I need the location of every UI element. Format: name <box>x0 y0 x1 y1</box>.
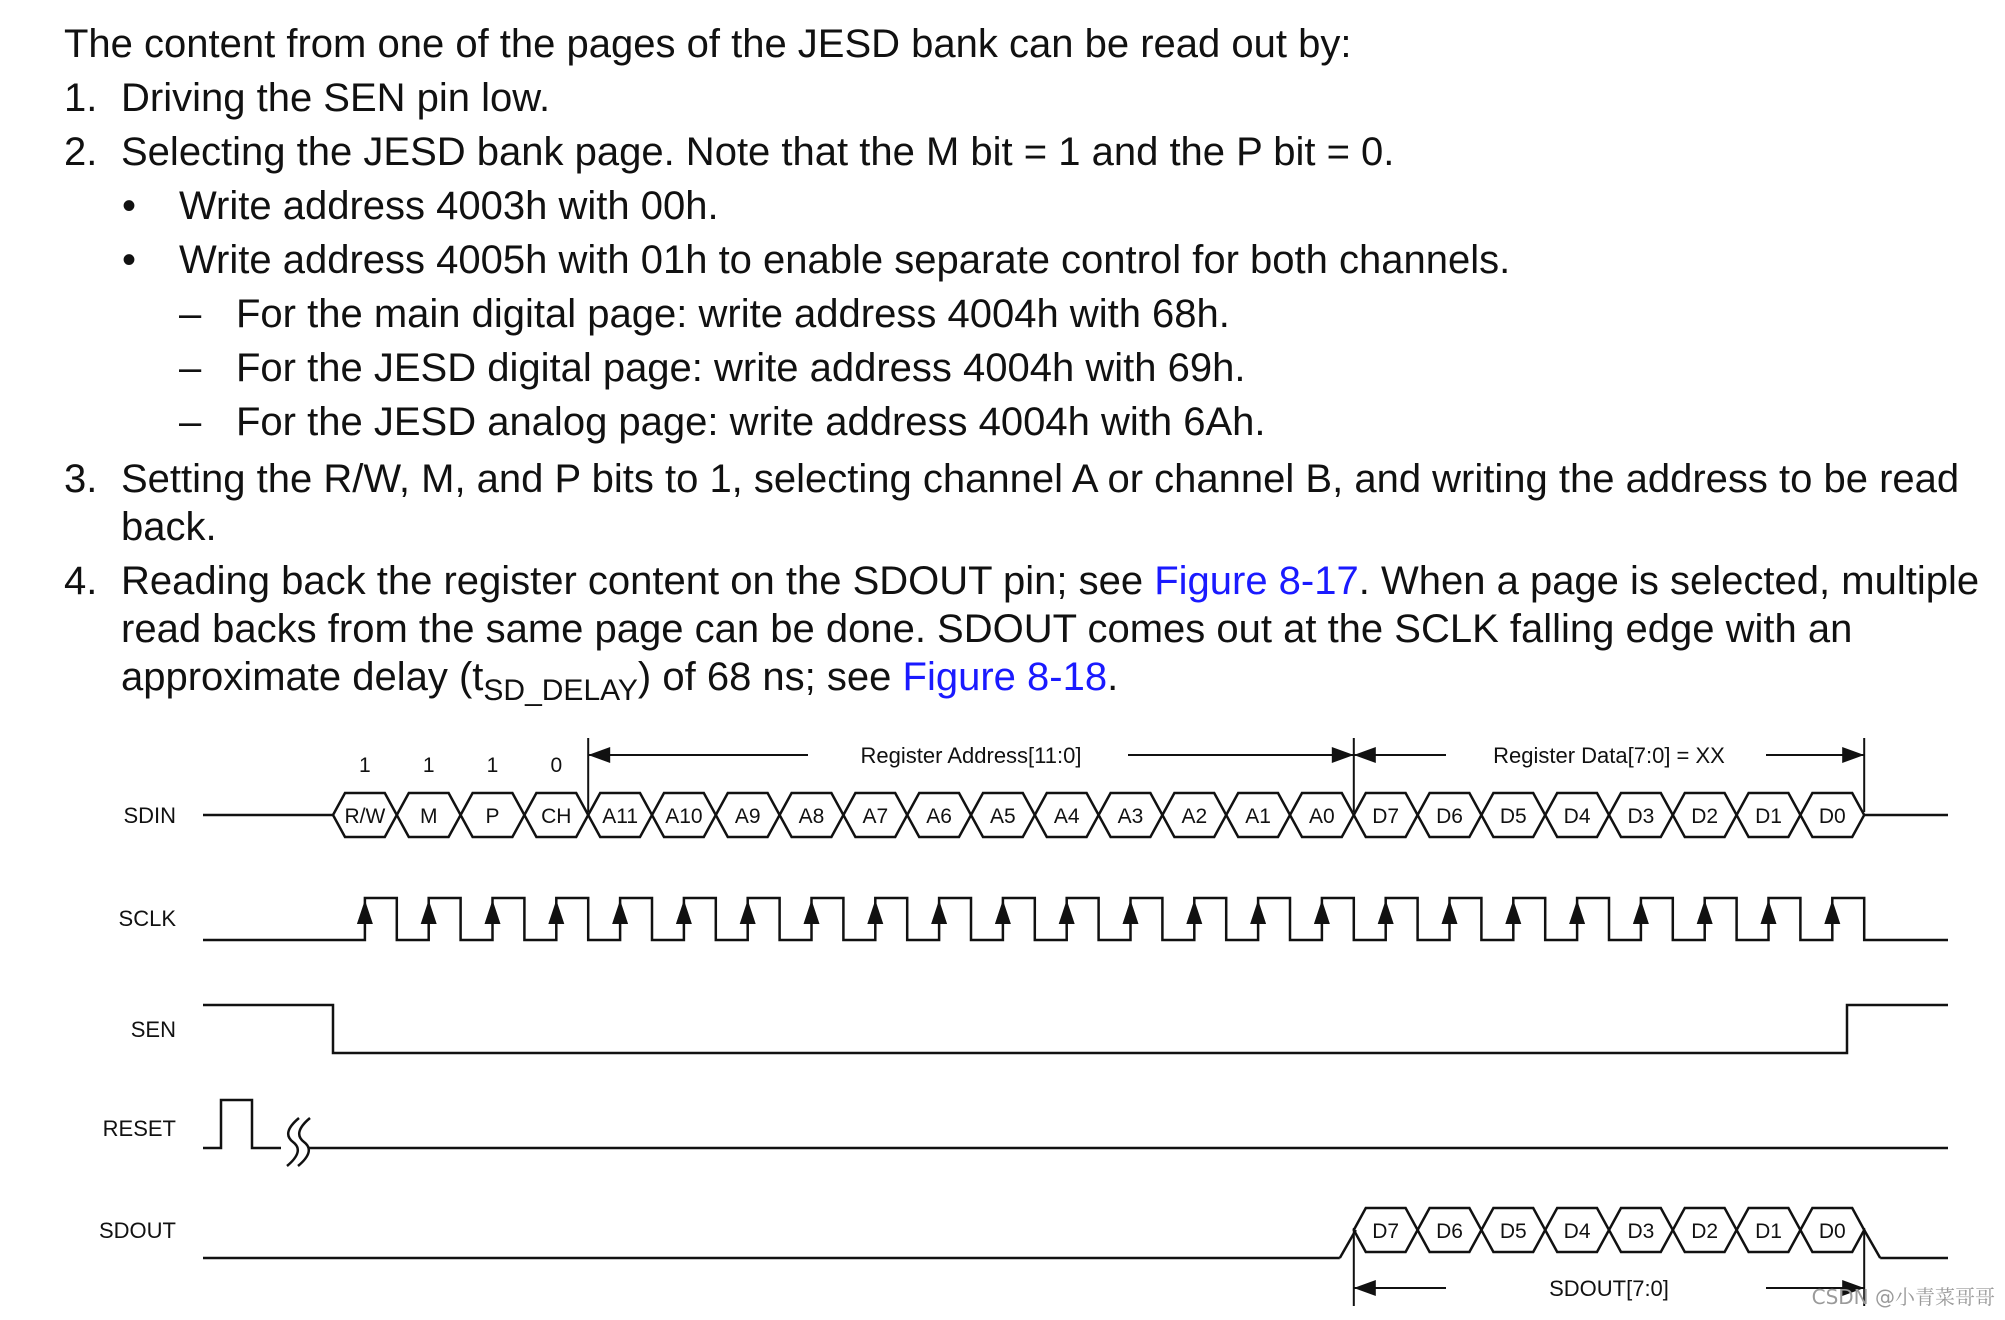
sub-item-2-marker: – <box>179 346 202 390</box>
sub-item-1-text: For the main digital page: write address 4004h with 68h. <box>236 292 1230 336</box>
signal-label-reset: RESET <box>102 1116 176 1141</box>
reset-pulse <box>203 1100 281 1148</box>
sdin-bit-label: A4 <box>1053 805 1080 828</box>
signal-label-sclk: SCLK <box>118 906 176 931</box>
sdout-bit-label: D0 <box>1818 1220 1846 1243</box>
sclk-rising-edge-arrow <box>548 900 564 924</box>
bullet-2-marker: • <box>122 238 137 282</box>
sdout-bit-label: D3 <box>1627 1220 1655 1243</box>
sdin-bit-label: M <box>419 805 438 828</box>
sdin-bit-label: D7 <box>1372 805 1400 828</box>
sclk-rising-edge-arrow <box>485 900 501 924</box>
step-2-number: 2. <box>64 130 98 174</box>
sdin-bit-label: A11 <box>602 805 639 828</box>
sclk-rising-edge-arrow <box>1633 900 1649 924</box>
sclk-rising-edge-arrow <box>1442 900 1458 924</box>
control-bit-value: 1 <box>359 754 371 777</box>
sdout-bus-label: SDOUT[7:0] <box>1549 1276 1669 1301</box>
sdin-bit-label: D4 <box>1563 805 1591 828</box>
sdout-transition-end <box>1864 1230 1880 1258</box>
sdin-bit-label: R/W <box>344 805 386 828</box>
signal-label-sen: SEN <box>130 1017 176 1042</box>
sclk-waveform <box>203 898 1948 940</box>
intro-text: The content from one of the pages of the JESD bank can be read out by: <box>64 22 1352 66</box>
sdout-bit-label: D7 <box>1372 1220 1400 1243</box>
step-4-line-1-suffix: . When a page is selected, multiple <box>1358 559 1980 603</box>
sclk-rising-edge-arrow <box>1761 900 1777 924</box>
sclk-rising-edge-arrow <box>1123 900 1139 924</box>
sclk-rising-edge-arrow <box>995 900 1011 924</box>
step-4-line-3-prefix: approximate delay (t <box>121 655 484 699</box>
sclk-rising-edge-arrow <box>612 900 628 924</box>
sen-waveform <box>203 1005 1948 1053</box>
sdin-bit-label: A2 <box>1181 805 1208 828</box>
control-bit-value: 1 <box>422 754 435 777</box>
figure-8-18-link[interactable]: Figure 8-18 <box>902 655 1108 699</box>
sdout-bit-label: D4 <box>1563 1220 1591 1243</box>
step-4-line-3-middle: ) of 68 ns; see <box>637 655 903 699</box>
bullet-1-marker: • <box>122 184 137 228</box>
sdin-bit-label: D6 <box>1436 805 1463 828</box>
register-data-label: Register Data[7:0] = XX <box>1493 743 1725 768</box>
sclk-rising-edge-arrow <box>1824 900 1840 924</box>
step-4-line-2: read backs from the same page can be done. SDOUT comes out at the SCLK falling edge with an <box>121 607 1853 651</box>
sclk-rising-edge-arrow <box>1569 900 1585 924</box>
watermark: CSDN @小青菜哥哥 <box>1811 1285 1995 1309</box>
register-data-arrowhead-left <box>1354 747 1376 763</box>
sdin-bit-label: A1 <box>1245 805 1271 828</box>
sclk-rising-edge-arrow <box>357 900 373 924</box>
sdin-bit-label: D0 <box>1818 805 1846 828</box>
sdin-bit-label: CH <box>541 805 572 828</box>
sclk-rising-edge-arrow <box>1186 900 1202 924</box>
sclk-rising-edge-arrow <box>1378 900 1394 924</box>
sclk-rising-edge-arrow <box>421 900 437 924</box>
register-address-arrowhead-left <box>588 747 610 763</box>
sdout-bit-label: D1 <box>1755 1220 1782 1243</box>
sd-delay-subscript: SD_DELAY <box>483 674 638 707</box>
sdout-arrowhead-left <box>1354 1280 1376 1296</box>
register-data-arrowhead-right <box>1842 747 1864 763</box>
sdin-bit-label: A5 <box>990 805 1016 828</box>
sclk-rising-edge-arrow <box>676 900 692 924</box>
sdout-bit-label: D2 <box>1691 1220 1719 1243</box>
step-3-number: 3. <box>64 457 98 501</box>
reset-break-mark-1 <box>287 1118 299 1166</box>
sdin-bit-label: A10 <box>665 805 703 828</box>
sdin-bit-label: A3 <box>1117 805 1144 828</box>
register-address-arrowhead-right <box>1332 747 1354 763</box>
sclk-rising-edge-arrow <box>931 900 947 924</box>
sclk-rising-edge-arrow <box>804 900 820 924</box>
sdin-bit-label: A8 <box>798 805 825 828</box>
sdin-bit-label: D5 <box>1499 805 1527 828</box>
sdin-bit-label: D3 <box>1627 805 1655 828</box>
signal-label-sdout: SDOUT <box>99 1218 176 1243</box>
sub-item-3-text: For the JESD analog page: write address 4004h with 6Ah. <box>236 400 1266 444</box>
control-bit-value: 0 <box>550 754 563 777</box>
sdin-bit-label: A0 <box>1309 805 1335 828</box>
step-1-text: Driving the SEN pin low. <box>121 76 551 120</box>
bullet-1-text: Write address 4003h with 00h. <box>179 184 719 228</box>
sdin-bit-label: A6 <box>926 805 952 828</box>
sdin-bit-label: A7 <box>862 805 889 828</box>
sdout-bit-label: D6 <box>1436 1220 1463 1243</box>
step-1-number: 1. <box>64 76 98 120</box>
sub-item-3-marker: – <box>179 400 202 444</box>
sdout-bit-label: D5 <box>1499 1220 1527 1243</box>
sdin-bit-label: A9 <box>734 805 761 828</box>
sclk-rising-edge-arrow <box>1250 900 1266 924</box>
step-4-line-1-prefix: Reading back the register content on the SDOUT pin; see <box>121 559 1155 603</box>
sdin-bit-label: P <box>485 805 500 828</box>
sclk-rising-edge-arrow <box>867 900 883 924</box>
register-address-label: Register Address[11:0] <box>860 743 1082 768</box>
control-bit-value: 1 <box>486 754 499 777</box>
sclk-rising-edge-arrow <box>1697 900 1713 924</box>
sclk-rising-edge-arrow <box>1314 900 1330 924</box>
step-3-line-1: Setting the R/W, M, and P bits to 1, selecting channel A or channel B, and writing the address to be read <box>121 457 1960 501</box>
sclk-rising-edge-arrow <box>740 900 756 924</box>
step-4-line-3-suffix: . <box>1107 655 1119 699</box>
sdin-bit-label: D1 <box>1755 805 1782 828</box>
step-3-line-2: back. <box>121 505 217 549</box>
figure-8-17-link[interactable]: Figure 8-17 <box>1154 559 1359 603</box>
sclk-rising-edge-arrow <box>1059 900 1075 924</box>
step-2-text: Selecting the JESD bank page. Note that the M bit = 1 and the P bit = 0. <box>121 130 1395 174</box>
step-4-number: 4. <box>64 559 98 603</box>
sdin-bit-label: D2 <box>1691 805 1719 828</box>
reset-break-mark-2 <box>298 1118 310 1166</box>
sub-item-2-text: For the JESD digital page: write address 4004h with 69h. <box>236 346 1246 390</box>
bullet-2-text: Write address 4005h with 01h to enable separate control for both channels. <box>179 238 1511 282</box>
signal-label-sdin: SDIN <box>123 803 176 828</box>
sclk-rising-edge-arrow <box>1505 900 1521 924</box>
sub-item-1-marker: – <box>179 292 202 336</box>
